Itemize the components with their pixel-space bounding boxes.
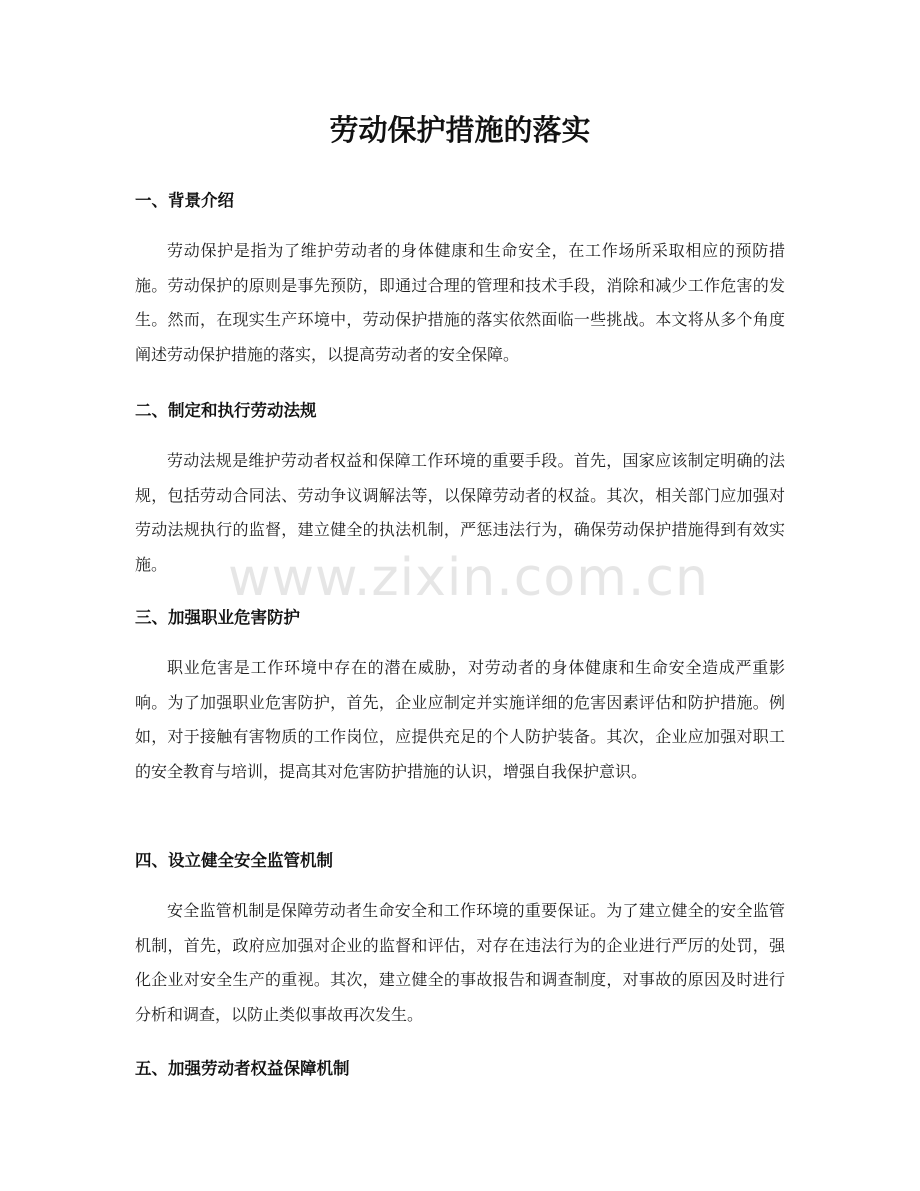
section-body-background: 劳动保护是指为了维护劳动者的身体健康和生命安全，在工作场所采取相应的预防措施。劳动保护的原则是事先预防，即通过合理的管理和技术手段，消除和减少工作危害的发生。然而，在现实生产环境中，劳动保护措施的落实依然面临一些挑战。本文将从多个角度阐述劳动保护措施的落实，以提高劳动者的安全保障。 (135, 241, 785, 364)
section-heading-occupational-hazard: 三、加强职业危害防护 (135, 608, 300, 627)
section-body-occupational-hazard: 职业危害是工作环境中存在的潜在威胁，对劳动者的身体健康和生命安全造成严重影响。为了加强职业危害防护，首先，企业应制定并实施详细的危害因素评估和防护措施。例如，对于接触有害物质的工作岗位，应提供充足的个人防护装备。其次，企业应加强对职工的安全教育与培训，提高其对危害防护措施的认识，增强自我保护意识。 (135, 658, 785, 781)
section-heading-worker-rights: 五、加强劳动者权益保障机制 (135, 1059, 350, 1078)
section-body-safety-supervision: 安全监管机制是保障劳动者生命安全和工作环境的重要保证。为了建立健全的安全监管机制，首先，政府应加强对企业的监督和评估，对存在违法行为的企业进行严厉的处罚，强化企业对安全生产的重视。其次，建立健全的事故报告和调查制度，对事故的原因及时进行分析和调查，以防止类似事故再次发生。 (135, 901, 785, 1024)
watermark: www.zixin.com.cn (228, 548, 709, 608)
section-heading-labor-law: 二、制定和执行劳动法规 (135, 401, 317, 420)
section-heading-safety-supervision: 四、设立健全安全监管机制 (135, 851, 333, 870)
section-body-labor-law: 劳动法规是维护劳动者权益和保障工作环境的重要手段。首先，国家应该制定明确的法规，包括劳动合同法、劳动争议调解法等，以保障劳动者的权益。其次，相关部门应加强对劳动法规执行的监督，建立健全的执法机制，严惩违法行为，确保劳动保护措施得到有效实施。 (135, 451, 785, 574)
section-heading-background: 一、背景介绍 (135, 191, 234, 210)
document-title: 劳动保护措施的落实 (329, 113, 591, 147)
